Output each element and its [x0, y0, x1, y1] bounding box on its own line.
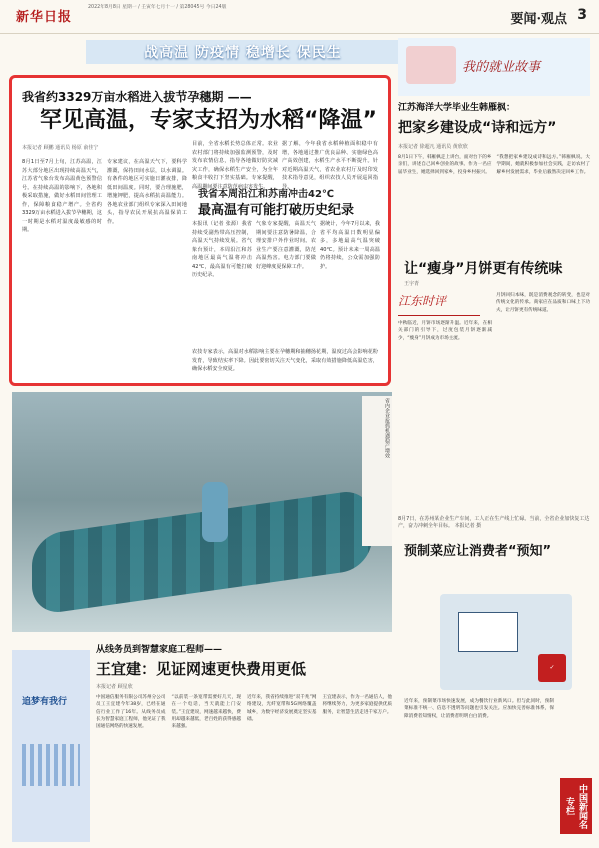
sidebar-col-1: 本报讯（记者 张源）我省持续受副热带高压控制，高温天气持续发展。省气象台预计，本周沿江和苏南地区最高气温将冲击42℃，最高温有可能打破历史纪录。 — [192, 221, 252, 278]
bottom-col-1: 中国通信服务有限公司苏州分公司员工王宜建今年38岁，已经在通信行业工作了16年。从线务员成长为智慧家庭工程师，他见证了我国通信网络的快速发展。 — [96, 695, 166, 730]
bottom-columns — [96, 694, 392, 842]
right-headline: 把家乡建设成“诗和远方” — [398, 120, 557, 136]
sidebar-kicker: 我省本周沿江和苏南冲击42℃ — [198, 189, 335, 200]
prepared-food-illustration — [440, 594, 572, 690]
column-seal: 中国新闻名专栏 — [560, 778, 592, 834]
page-header — [0, 0, 599, 34]
opinion-headline: 让“瘦身”月饼更有传统味 — [404, 261, 563, 277]
stamp-icon: ✓ — [538, 654, 566, 682]
main-col-3: 目前，全省水稻长势总体正常。农业农村部门将持续加强监测预警，及时发布农情信息，指导各地做好防灾减灾工作，确保水稻生产安全，为全年粮食丰收打下坚实基础。专家提醒，高温期间要注意防范病虫害发生。 — [192, 141, 278, 190]
main-headline: 罕见高温，专家支招为水稻“降温” — [40, 108, 377, 133]
food-box-icon — [458, 612, 518, 652]
poster-title: 追梦有我行 — [22, 697, 68, 707]
bottom-byline: 本报记者 顾星欣 — [96, 684, 133, 690]
worker-icon — [202, 482, 228, 542]
right-byline: 本报记者 徐超凡 通讯员 黄欣欣 — [398, 144, 468, 150]
campaign-banner — [86, 40, 400, 64]
bottom-col-2: “以前装一条宽带需要好几天，现在一个电话，当天就能上门安装。”王宜建说，网速越来越快，费用却越来越低，老百姓的获得感越来越强。 — [171, 695, 241, 730]
main-story-box — [9, 75, 391, 386]
masthead: 新华日报 — [16, 10, 73, 25]
opinion-tag: 江东时评 — [398, 292, 480, 316]
main-col-5: 农技专家表示，高温对水稻影响主要在孕穗期和抽穗扬花期，温度过高会影响花粉发育，导致结实率下降。因此要密切关注天气变化，采取有效措施降低高温危害，确保水稻安全度夏。 — [192, 349, 378, 372]
section-title: 要闻·观点 — [510, 12, 567, 27]
right-col-2: “我想把家乡建设成诗和远方。”韩雁枫说。大学期间，她就积极参加社会实践，走访农村了解乡村发展需求，毕业后毅然决定回乡工作。 — [496, 155, 590, 175]
opinion-col-1: 中秋临近，月饼市场逐渐升温。近年来，在相关部门的引导下，过度包装月饼逐渐减少，“瘦身”月饼成为市场主流。 — [398, 321, 492, 341]
bottom-headline: 王宜建：见证网速更快费用更低 — [96, 660, 307, 678]
people-illustration-icon — [406, 46, 456, 84]
right-col-1: 8月1日下午，韩雁枫走上讲台，面对台下的乡亲们，讲述自己回乡创业的故事。作为一名应届毕业生，她选择回到家乡，投身乡村振兴。 — [398, 155, 492, 175]
opinion2-headline: 预制菜应让消费者“预知” — [404, 544, 552, 559]
jobs-banner — [398, 38, 590, 96]
opinion-col-2: 月饼回归本味，既是消费观念的转变，也是对传统文化的传承。商家应在品质和口味上下功夫，让月饼更有传统味道。 — [496, 293, 590, 313]
opinion-columns — [398, 292, 590, 512]
right-kicker: 江苏海洋大学毕业生韩雁枫： — [398, 103, 516, 113]
bottom-col-3: 近年来，我省持续推进“双千兆”网络建设，光纤宽带和5G网络覆盖城乡，为数字经济发展奠定坚实基础。 — [247, 695, 317, 722]
sidebar-col-3: 据统计，今年7月以来，我省平均高温日数明显偏多，多地最高气温突破40℃。预计未来一周高温仍将持续，公众需加强防护。 — [320, 221, 380, 270]
right-story — [398, 100, 590, 254]
main-byline: 本报记者 顾鹏 通讯员 杨原 俞佳宁 — [22, 145, 99, 151]
sidebar-col-2: 气象专家提醒，高温天气期间要注意防暑降温，合理安排户外作业时间。农业生产要注意灌溉，防范高温热害。电力部门要做好迎峰度夏保障工作。 — [256, 221, 316, 270]
photo-caption: 8月7日，在苏州某企业生产车间，工人正在生产线上忙碌。当前，全省企业加快复工达产，奋力冲刺全年目标。 本报记者 摄 — [398, 516, 590, 529]
bottom-col-4: 王宜建表示，作为一名通信人，他将继续努力，为更多家庭提供优质服务，让智慧生活走进千家万户。 — [322, 695, 392, 715]
bottom-kicker: 从线务员到智慧家庭工程师—— — [96, 645, 223, 655]
main-col-1: 8月1日至7月上旬，江苏高温，江苏大部分地区出现持续高温天气，江苏省气象台发布高温黄色预警信号。在持续高温的影响下，各地积极采取措施，做好水稻田间管理工作，保障粮食稳产增产。全省约3329万亩水稻进入拔节孕穗期，这一时期是水稻对温度最敏感的时期。 — [22, 159, 102, 233]
poster-pattern-icon — [22, 744, 80, 786]
main-col-4: 据了解，今年我省水稻种植面积稳中有增，各地通过推广优良品种、实施绿色高产高效创建，水稻生产水平不断提升。针对近期高温天气，省农业农村厅及时印发技术指导意见，组织农技人员开展巡回指导。 — [282, 141, 378, 190]
page-number: 3 — [577, 7, 587, 23]
issue-info: 2022年8月8日 星期一 / 壬寅年七月十一 / 第28045号 今日24版 — [88, 5, 227, 10]
main-col-2: 专家建议，在高温天气下，要科学灌溉，保持田间水层，以水调温。有条件的地区可实施日灌夜排，降低田间温度。同时，要合理施肥，增施钾肥，提高水稻抗高温能力。各地农业部门组织专家深入田间地头，指导农民开展抗高温保苗工作。 — [107, 159, 187, 225]
jobs-banner-title: 我的就业故事 — [462, 60, 541, 75]
opinion2-text: 近年来，预制菜市场快速发展，成为餐饮行业新风口。但与此同时，预制菜标准不统一、信息不透明等问题也引发关注。应加快完善标准体系，保障消费者知情权，让消费者明明白白消费。 — [404, 699, 554, 719]
factory-photo — [12, 392, 392, 632]
sidebar-headline: 最高温有可能打破历史纪录 — [198, 203, 355, 218]
vertical-caption: 省内企业抢抓机遇稳产增效 — [362, 396, 392, 546]
main-kicker: 我省约3329万亩水稻进入拔节孕穗期 —— — [22, 90, 252, 104]
opinion-byline: 王宇青 — [404, 281, 420, 287]
banner-text: 战高温 防疫情 稳增长 保民生 — [144, 45, 342, 61]
left-poster — [12, 650, 90, 842]
